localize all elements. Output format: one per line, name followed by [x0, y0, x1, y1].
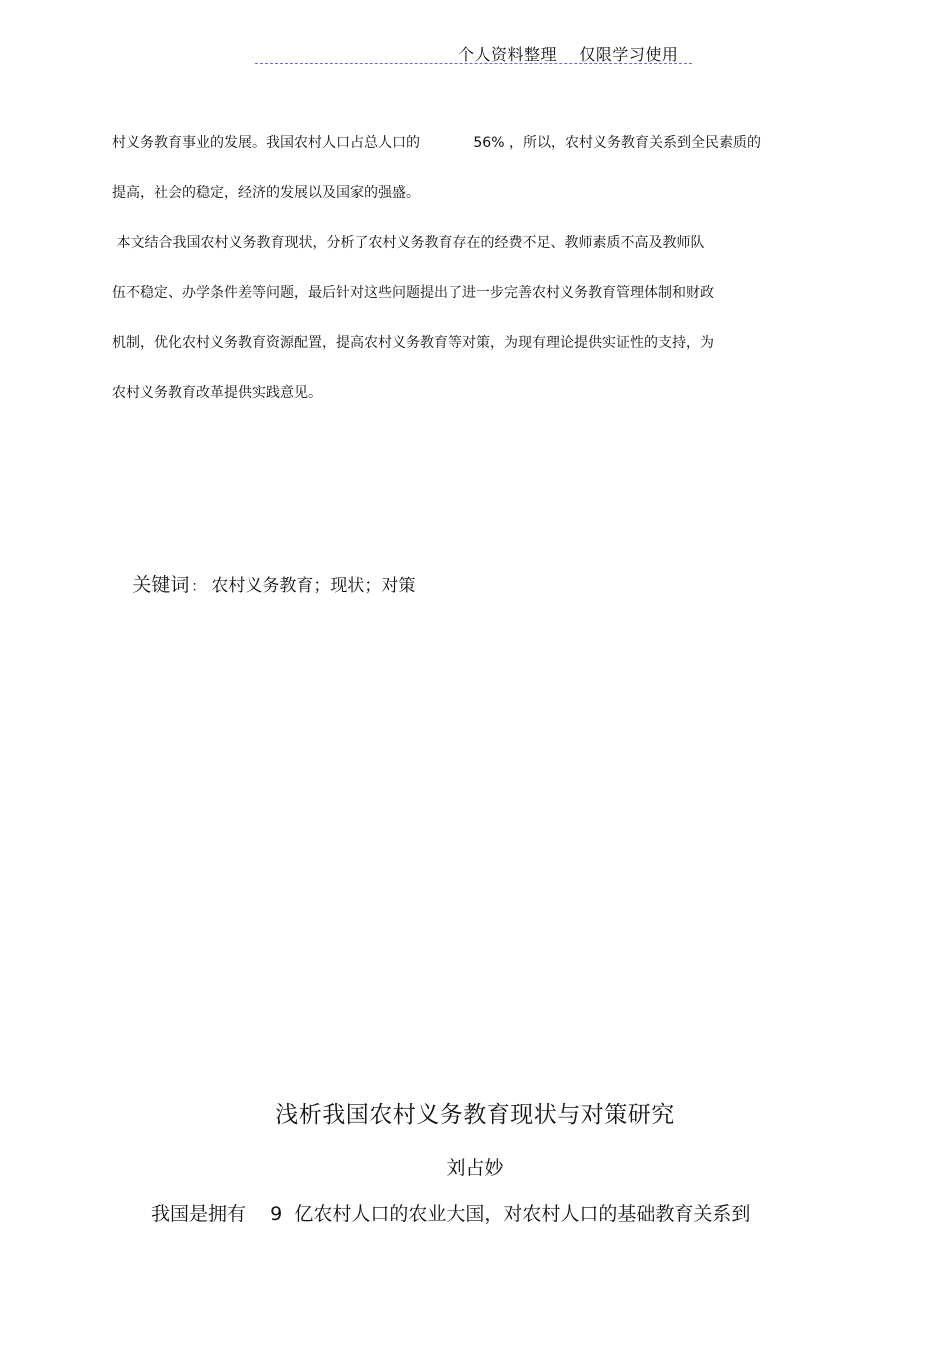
article-author: 刘占妙 — [446, 1157, 504, 1179]
article-title: 浅析我国农村义务教育现状与对策研究 — [275, 1102, 675, 1128]
body-paragraph: 我国是拥有 9 亿农村人口的农业大国，对农村人口的基础教育关系到 — [151, 1203, 751, 1225]
keywords-colon: ： — [191, 579, 206, 595]
abstract-line: 本文结合我国农村义务教育现状，分析了农村义务教育存在的经费不足、教师素质不高及教师队 — [112, 235, 705, 251]
abstract-line: 伍不稳定、办学条件差等问题，最后针对这些问题提出了进一步完善农村义务教育管理体制和财政 — [112, 285, 714, 301]
abstract-line: 机制，优化农村义务教育资源配置，提高农村义务教育等对策，为现有理论提供实证性的支持，为 — [112, 335, 714, 351]
page-header: 个人资料整理 仅限学习使用 — [458, 45, 679, 64]
abstract-line: 村义务教育事业的发展。我国农村人口占总人口的 56% ，所以，农村义务教育关系到全民素质的 — [112, 135, 761, 151]
keywords-label: 关键词 — [132, 574, 190, 596]
keywords-value: 农村义务教育；现状；对策 — [211, 576, 416, 596]
abstract-line: 农村义务教育改革提供实践意见。 — [112, 385, 322, 401]
header-divider — [255, 63, 692, 64]
abstract-line: 提高，社会的稳定，经济的发展以及国家的强盛。 — [112, 185, 420, 201]
keywords-section — [112, 551, 415, 616]
